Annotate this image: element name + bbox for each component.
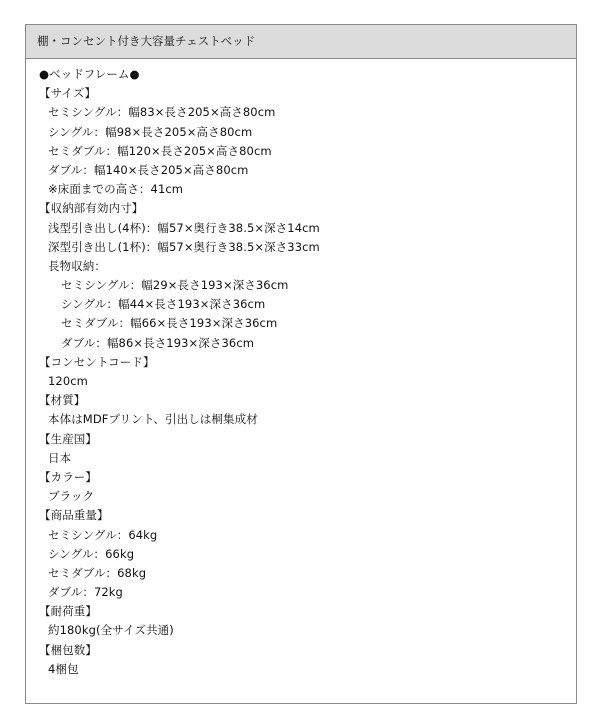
spec-item: セミダブル：幅120×長さ205×高さ80cm (48, 143, 272, 158)
spec-item: セミダブル：幅66×長さ193×深さ36cm (61, 316, 278, 331)
spec-item: シングル：幅44×長さ193×深さ36cm (61, 297, 266, 312)
spec-item: ブラック (48, 489, 95, 504)
spec-item: セミシングル：64kg (48, 527, 158, 542)
section-heading: 【梱包数】 (39, 642, 97, 657)
section-heading: 【カラー】 (39, 469, 97, 484)
spec-list (26, 59, 576, 679)
spec-item: 長物収納： (48, 258, 106, 273)
spec-item: 4梱包 (48, 661, 79, 676)
spec-panel (25, 24, 577, 704)
spec-item: 日本 (48, 450, 72, 465)
spec-item: シングル：66kg (48, 546, 135, 561)
spec-item: セミダブル：68kg (48, 565, 147, 580)
panel-title: 棚・コンセント付き大容量チェストベッド (26, 25, 576, 59)
section-heading: 【コンセントコード】 (39, 354, 155, 369)
section-heading: 【商品重量】 (39, 508, 109, 523)
spec-item: ダブル：72kg (48, 585, 123, 600)
section-heading: 【耐荷重】 (39, 604, 97, 619)
spec-item: 浅型引き出し(4杯)：幅57×奥行き38.5×深さ14cm (48, 220, 320, 235)
spec-item: 深型引き出し(1杯)：幅57×奥行き38.5×深さ33cm (48, 239, 320, 254)
section-heading: 【材質】 (39, 393, 86, 408)
spec-item: ダブル：幅140×長さ205×高さ80cm (48, 162, 249, 177)
section-heading: 【収納部有効内寸】 (39, 201, 144, 216)
spec-item: 本体はMDFプリント、引出しは桐集成材 (48, 412, 258, 427)
spec-item: セミシングル：幅29×長さ193×深さ36cm (61, 278, 289, 293)
spec-item: ダブル：幅86×長さ193×深さ36cm (61, 335, 255, 350)
section-heading: ●ベッドフレーム● (39, 67, 140, 81)
spec-item: 約180kg(全サイズ共通) (48, 623, 174, 638)
spec-item: ※床面までの高さ：41cm (48, 182, 184, 197)
section-heading: 【サイズ】 (39, 86, 97, 101)
spec-item: 120cm (48, 374, 88, 388)
spec-item: シングル：幅98×長さ205×高さ80cm (48, 124, 253, 139)
spec-item: セミシングル：幅83×長さ205×高さ80cm (48, 105, 276, 120)
section-heading: 【生産国】 (39, 431, 97, 446)
